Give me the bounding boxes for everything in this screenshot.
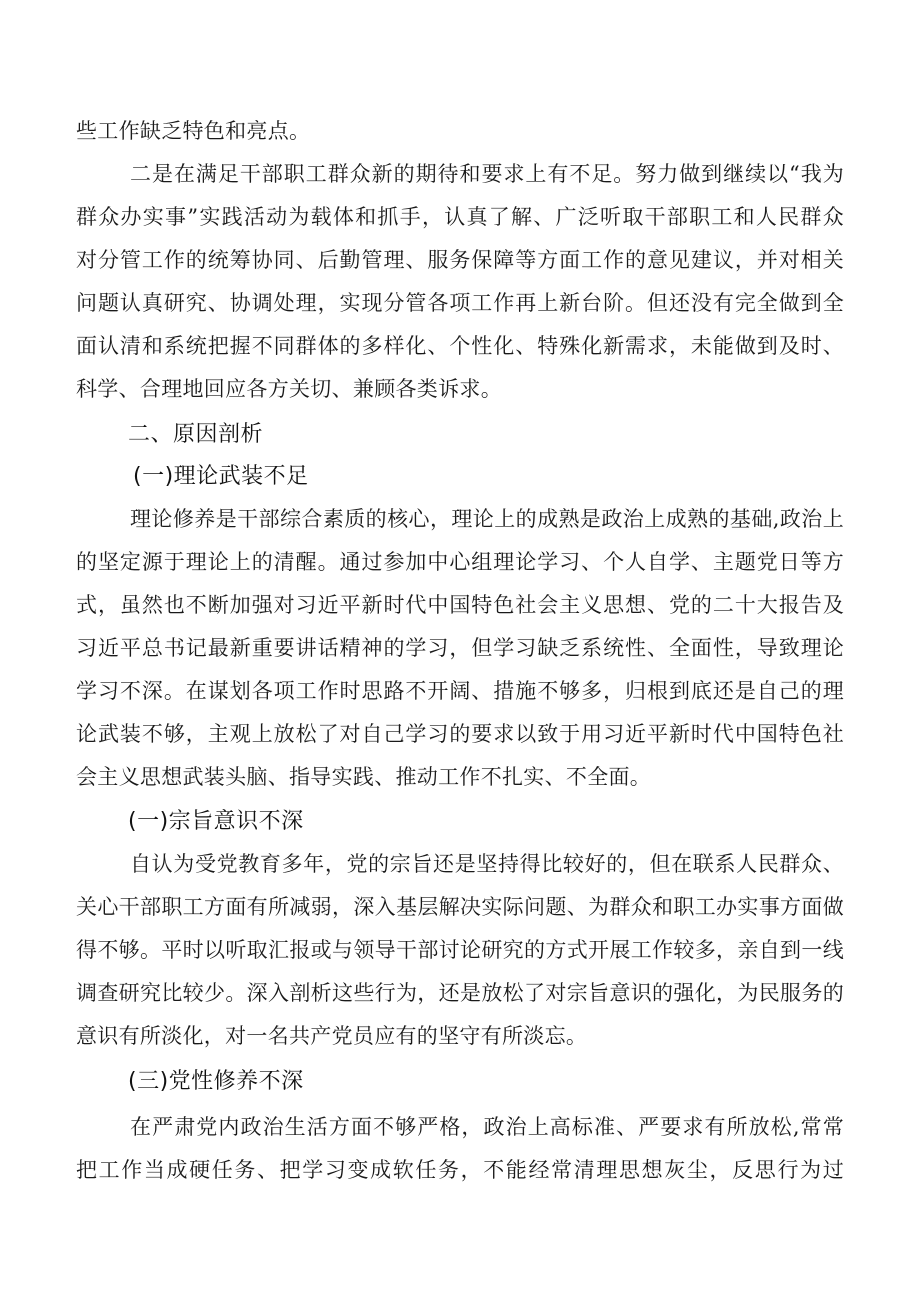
paragraph-line: 得不够。平时以听取汇报或与领导干部讨论研究的方式开展工作较多，亲自到一线 xyxy=(76,938,844,962)
paragraph-line: 式，虽然也不断加强对习近平新时代中国特色社会主义思想、党的二十大报告及 xyxy=(76,593,844,617)
subsection-heading: (三)党性修养不深 xyxy=(128,1069,304,1094)
paragraph-line: 理论修养是干部综合素质的核心，理论上的成熟是政治上成熟的基础,政治上 xyxy=(130,507,844,531)
paragraph-line: 论武装不够，主观上放松了对自己学习的要求以致于用习近平新时代中国特色社 xyxy=(76,722,844,746)
paragraph-line: 的坚定源于理论上的清醒。通过参加中心组理论学习、个人自学、主题党日等方 xyxy=(76,550,844,574)
paragraph-line: 科学、合理地回应各方关切、兼顾各类诉求。 xyxy=(76,377,502,401)
paragraph-line: 调查研究比较少。深入剖析这些行为，还是放松了对宗旨意识的强化，为民服务的 xyxy=(76,981,844,1005)
paragraph-line: 二是在满足干部职工群众新的期待和要求上有不足。努力做到继续以“我为 xyxy=(130,162,844,186)
paragraph-line: 面认清和系统把握不同群体的多样化、个性化、特殊化新需求，未能做到及时、 xyxy=(76,334,844,358)
paragraph-line: 在严肃党内政治生活方面不够严格，政治上高标准、严要求有所放松,常常 xyxy=(130,1115,844,1139)
paragraph-line: 学习不深。在谋划各项工作时思路不开阔、措施不够多，归根到底还是自己的理 xyxy=(76,679,844,703)
paragraph-line: 些工作缺乏特色和亮点。 xyxy=(76,119,311,143)
section-heading: 二、原因剖析 xyxy=(128,422,264,447)
paragraph-line: 群众办实事”实践活动为载体和抓手，认真了解、广泛听取干部职工和人民群众 xyxy=(76,205,844,229)
paragraph-line: 把工作当成硬任务、把学习变成软任务，不能经常清理思想灰尘，反思行为过 xyxy=(76,1158,844,1182)
paragraph-line: 习近平总书记最新重要讲话精神的学习，但学习缺乏系统性、全面性，导致理论 xyxy=(76,636,844,660)
paragraph-line: 关心干部职工方面有所减弱，深入基层解决实际问题、为群众和职工办实事方面做 xyxy=(76,895,844,919)
paragraph-line: 对分管工作的统筹协同、后勤管理、服务保障等方面工作的意见建议，并对相关 xyxy=(76,248,844,272)
paragraph-line: 自认为受党教育多年，党的宗旨还是坚持得比较好的，但在联系人民群众、 xyxy=(130,852,844,876)
paragraph-line: 会主义思想武装头脑、指导实践、推动工作不扎实、不全面。 xyxy=(76,765,652,789)
subsection-heading: (一)宗旨意识不深 xyxy=(128,809,304,834)
subsection-heading: (一)理论武装不足 xyxy=(133,464,309,489)
paragraph-line: 意识有所淡化，对一名共产党员应有的坚守有所淡忘。 xyxy=(76,1024,588,1048)
paragraph-line: 问题认真研究、协调处理，实现分管各项工作再上新台阶。但还没有完全做到全 xyxy=(76,291,844,315)
